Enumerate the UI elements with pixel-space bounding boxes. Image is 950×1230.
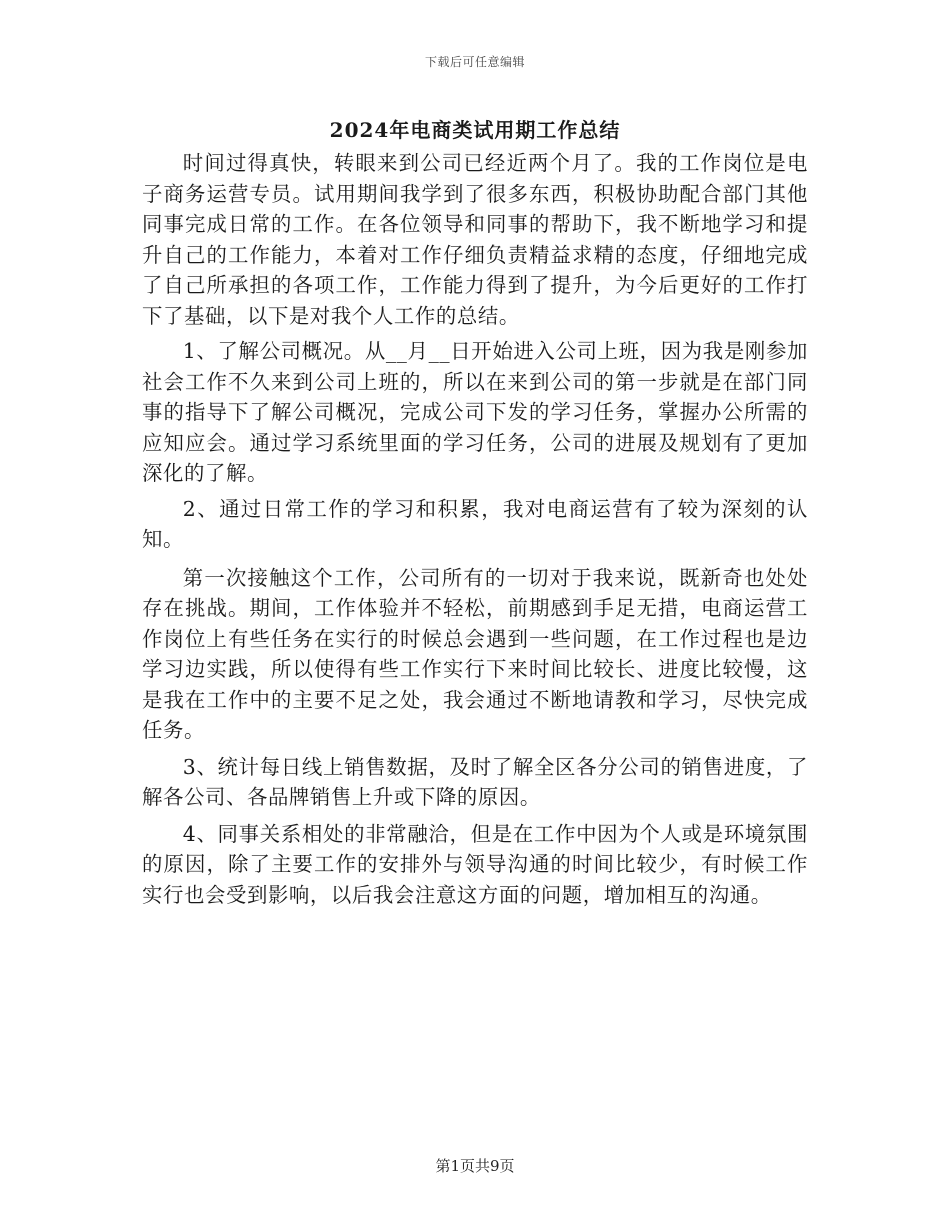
paragraph-item-2: 2、通过日常工作的学习和积累，我对电商运营有了较为深刻的认知。 xyxy=(142,496,808,551)
paragraph-item-3: 3、统计每日线上销售数据，及时了解全区各分公司的销售进度，了解各公司、各品牌销售上升或下降的原因。 xyxy=(142,754,808,809)
paragraph-item-4: 4、同事关系相处的非常融洽，但是在工作中因为个人或是环境氛围的原因，除了主要工作的安排外与领导沟通的时间比较少，有时候工作实行也会受到影响，以后我会注意这方面的问题，增加相互的沟通。 xyxy=(142,821,808,907)
paragraph-intro: 时间过得真快，转眼来到公司已经近两个月了。我的工作岗位是电子商务运营专员。试用期间我学到了很多东西，积极协助配合部门其他同事完成日常的工作。在各位领导和同事的帮助下，我不断地学习和提升自己的工作能力，本着对工作仔细负责精益求精的态度，仔细地完成了自己所承担的各项工作，工作能力得到了提升，为今后更好的工作打下了基础，以下是对我个人工作的总结。 xyxy=(142,151,808,328)
page-number: 第1页共9页 xyxy=(435,1157,515,1175)
page-header: 下载后可任意编辑 xyxy=(424,55,525,69)
paragraph-item-1: 1、了解公司概况。从__月__日开始进入公司上班，因为我是刚参加社会工作不久来到公司上班的，所以在来到公司的第一步就是在部门同事的指导下了解公司概况，完成公司下发的学习任务，掌握办公所需的应知应会。通过学习系统里面的学习任务，公司的进展及规划有了更加深化的了解。 xyxy=(142,339,808,485)
paragraph-item-2-detail: 第一次接触这个工作，公司所有的一切对于我来说，既新奇也处处存在挑战。期间，工作体验并不轻松，前期感到手足无措，电商运营工作岗位上有些任务在实行的时候总会遇到一些问题，在工作过程也是边学习边实践，所以使得有些工作实行下来时间比较长、进度比较慢，这是我在工作中的主要不足之处，我会通过不断地请教和学习，尽快完成任务。 xyxy=(142,565,808,742)
document-title: 2024年电商类试用期工作总结 xyxy=(329,118,621,142)
document-body xyxy=(142,148,808,910)
